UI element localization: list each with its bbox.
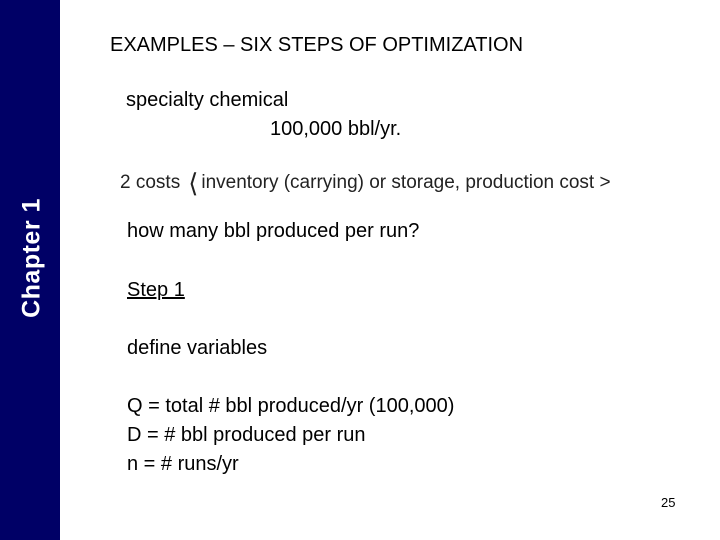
step-description: define variables bbox=[127, 337, 268, 359]
intro-line-1: specialty chemical bbox=[126, 89, 289, 111]
variable-d: D = # bbl produced per run bbox=[127, 424, 366, 446]
variable-n: n = # runs/yr bbox=[127, 453, 239, 475]
variable-q: Q = total # bbl produced/yr (100,000) bbox=[127, 395, 455, 417]
chapter-sidebar bbox=[0, 0, 60, 540]
page-number: 25 bbox=[661, 495, 676, 510]
step-heading: Step 1 bbox=[127, 279, 185, 301]
intro-line-2: 100,000 bbl/yr. bbox=[270, 118, 402, 140]
question-text: how many bbl produced per run? bbox=[127, 220, 420, 242]
costs-line bbox=[120, 167, 611, 198]
chapter-label: Chapter 1 bbox=[17, 198, 46, 318]
costs-body: inventory (carrying) or storage, production cost > bbox=[201, 172, 611, 193]
costs-label: 2 costs bbox=[120, 172, 181, 193]
slide-title: EXAMPLES – SIX STEPS OF OPTIMIZATION bbox=[110, 34, 524, 56]
angle-bracket: ⟨ bbox=[188, 167, 199, 198]
